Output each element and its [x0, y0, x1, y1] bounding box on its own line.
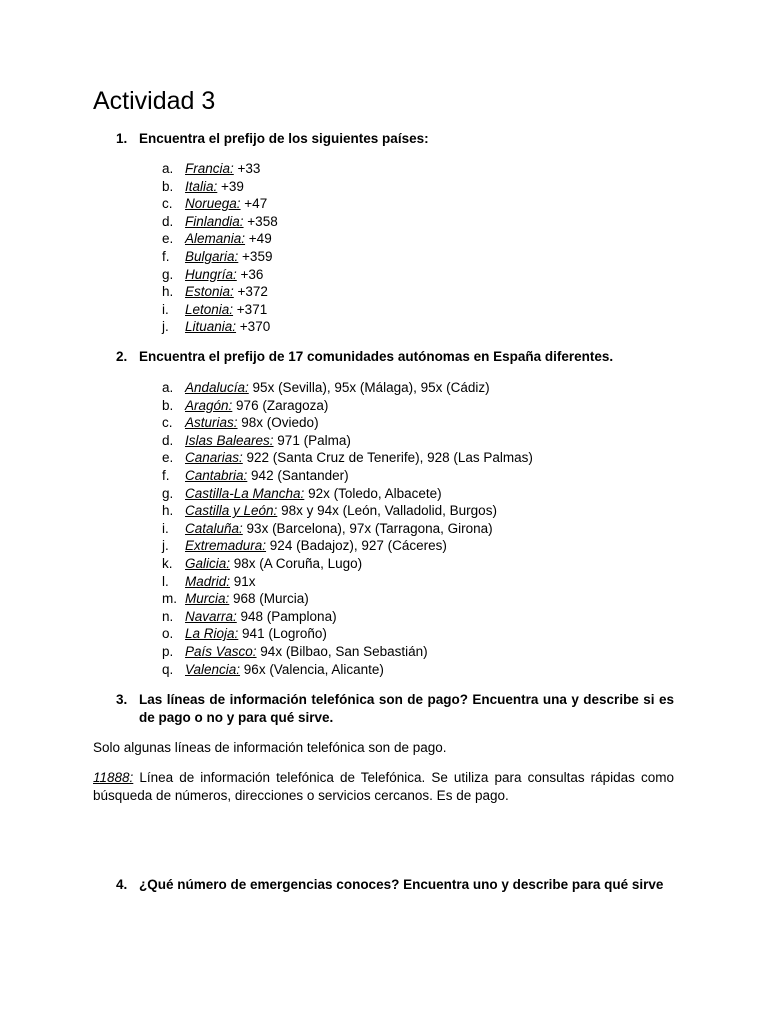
list-item-letter: k. — [162, 555, 173, 571]
list-item — [162, 467, 533, 485]
list-item-letter: o. — [162, 626, 174, 642]
list-item-value: +36 — [236, 266, 264, 282]
list-item-value: 98x (Oviedo) — [237, 415, 319, 431]
list-item — [162, 502, 533, 520]
list-item-letter: g. — [162, 485, 174, 501]
page-title: Actividad 3 — [93, 87, 216, 115]
question-text: Encuentra el prefijo de los siguientes países: — [139, 131, 429, 146]
list-item — [162, 266, 278, 284]
list-item — [162, 625, 533, 643]
list-item — [162, 661, 533, 679]
list-item — [162, 608, 533, 626]
list-item-name: Finlandia: — [185, 213, 244, 229]
service-description: Línea de información telefónica de Telefónica. Se utiliza para consultas rápidas como búsqueda de números, direcciones o servicios cercanos. Es de pago. — [93, 770, 674, 803]
list-item — [162, 230, 278, 248]
list-item-letter: e. — [162, 450, 174, 466]
list-item-letter: h. — [162, 284, 174, 300]
list-item-letter: m. — [162, 591, 177, 607]
list-item-letter: b. — [162, 178, 174, 194]
answer-paragraph: Solo algunas líneas de información telefónica son de pago. — [93, 740, 447, 755]
list-item-letter: n. — [162, 608, 174, 624]
list-item-name: Andalucía: — [185, 380, 249, 395]
list-item — [162, 178, 278, 196]
list-item — [162, 195, 278, 213]
list-item-name: Castilla-La Mancha: — [185, 485, 305, 501]
list-item-name: Noruega: — [185, 196, 241, 212]
list-item — [162, 643, 533, 661]
question-4 — [93, 876, 674, 894]
list-item-letter: g. — [162, 266, 174, 282]
list-item — [162, 449, 533, 467]
list-item-name: Hungría: — [185, 266, 237, 282]
list-item-value: 948 (Pamplona) — [236, 608, 337, 624]
answer-paragraph-11888 — [93, 769, 674, 805]
list-item — [162, 248, 278, 266]
list-item — [162, 414, 533, 432]
list-item — [162, 590, 533, 608]
list-item-letter: d. — [162, 432, 174, 448]
list-item-letter: p. — [162, 643, 174, 659]
list-item — [162, 160, 278, 178]
list-item — [162, 213, 278, 231]
list-item — [162, 485, 533, 503]
list-item-value: 924 (Badajoz), 927 (Cáceres) — [266, 538, 447, 554]
list-item-value: 95x (Sevilla), 95x (Málaga), 95x (Cádiz) — [248, 380, 490, 395]
list-item-name: Lituania: — [185, 319, 237, 335]
list-item-value: +370 — [236, 319, 271, 335]
list-item-name: Galicia: — [185, 555, 231, 571]
list-item-value: +359 — [238, 248, 273, 264]
list-item — [162, 379, 533, 397]
list-item — [162, 537, 533, 555]
list-item-value: 942 (Santander) — [247, 467, 349, 483]
question-text: Encuentra el prefijo de 17 comunidades autónomas en España diferentes. — [139, 349, 614, 364]
question-text: Las líneas de información telefónica son de pago? Encuentra una y describe si es de pago o no y para qué sirve. — [139, 692, 674, 725]
question-1 — [93, 130, 674, 148]
list-item-value: +49 — [245, 231, 272, 247]
question-number: 4. — [116, 877, 128, 892]
list-item-letter: h. — [162, 503, 174, 519]
list-item-letter: j. — [162, 538, 169, 554]
list-item-name: Letonia: — [185, 301, 234, 317]
list-item-name: Aragón: — [185, 397, 233, 413]
list-item-value: +372 — [233, 284, 268, 300]
list-item-value: 94x (Bilbao, San Sebastián) — [256, 643, 428, 659]
question-3 — [93, 691, 674, 727]
list-item-value: +371 — [233, 301, 268, 317]
list-item-value: +358 — [243, 213, 278, 229]
list-item-letter: c. — [162, 415, 173, 431]
question-number: 1. — [116, 131, 128, 146]
list-item-letter: l. — [162, 573, 169, 589]
region-prefix-list — [162, 379, 533, 678]
list-item-value: 976 (Zaragoza) — [232, 397, 329, 413]
question-number: 3. — [116, 692, 128, 707]
list-item-name: Madrid: — [185, 573, 231, 589]
list-item-letter: c. — [162, 196, 173, 212]
list-item-letter: b. — [162, 397, 174, 413]
list-item-value: +33 — [233, 161, 261, 176]
list-item-name: Canarias: — [185, 450, 243, 466]
list-item — [162, 283, 278, 301]
list-item — [162, 432, 533, 450]
list-item — [162, 318, 278, 336]
list-item-value: 92x (Toledo, Albacete) — [304, 485, 442, 501]
list-item-letter: d. — [162, 213, 174, 229]
list-item-value: +39 — [217, 178, 244, 194]
list-item-name: Italia: — [185, 178, 218, 194]
list-item-letter: f. — [162, 248, 170, 264]
list-item-letter: j. — [162, 319, 169, 335]
list-item-name: País Vasco: — [185, 643, 257, 659]
list-item — [162, 301, 278, 319]
list-item-value: 98x y 94x (León, Valladolid, Burgos) — [277, 503, 497, 519]
question-number: 2. — [116, 349, 128, 364]
list-item-letter: e. — [162, 231, 174, 247]
list-item-name: Bulgaria: — [185, 248, 239, 264]
list-item-value: +47 — [240, 196, 268, 212]
list-item-name: Murcia: — [185, 591, 230, 607]
list-item-name: Asturias: — [185, 415, 238, 431]
list-item-letter: a. — [162, 380, 174, 395]
list-item-value: 91x — [230, 573, 256, 589]
service-number: 11888: — [93, 770, 134, 785]
list-item-name: Valencia: — [185, 661, 241, 677]
list-item-value: 93x (Barcelona), 97x (Tarragona, Girona) — [242, 520, 493, 536]
list-item-letter: q. — [162, 661, 174, 677]
list-item — [162, 520, 533, 538]
list-item-name: Alemania: — [185, 231, 246, 247]
list-item — [162, 573, 533, 591]
list-item-name: Extremadura: — [185, 538, 267, 554]
list-item-value: 971 (Palma) — [273, 432, 351, 448]
list-item-value: 96x (Valencia, Alicante) — [240, 661, 384, 677]
list-item-letter: i. — [162, 520, 169, 536]
list-item-letter: i. — [162, 301, 169, 317]
list-item-name: Estonia: — [185, 284, 234, 300]
question-text: ¿Qué número de emergencias conoces? Encuentra uno y describe para qué sirve — [139, 877, 664, 892]
list-item-value: 98x (A Coruña, Lugo) — [230, 555, 363, 571]
list-item — [162, 397, 533, 415]
list-item-name: La Rioja: — [185, 626, 239, 642]
country-prefix-list — [162, 160, 278, 336]
list-item-name: Castilla y León: — [185, 503, 278, 519]
list-item-value: 941 (Logroño) — [238, 626, 327, 642]
list-item-letter: a. — [162, 161, 174, 176]
list-item-letter: f. — [162, 467, 170, 483]
list-item-name: Navarra: — [185, 608, 237, 624]
list-item-value: 922 (Santa Cruz de Tenerife), 928 (Las Palmas) — [242, 450, 533, 466]
question-2 — [93, 348, 674, 366]
list-item — [162, 555, 533, 573]
list-item-name: Cataluña: — [185, 520, 243, 536]
list-item-name: Francia: — [185, 161, 234, 176]
list-item-value: 968 (Murcia) — [229, 591, 309, 607]
list-item-name: Islas Baleares: — [185, 432, 274, 448]
list-item-name: Cantabria: — [185, 467, 248, 483]
